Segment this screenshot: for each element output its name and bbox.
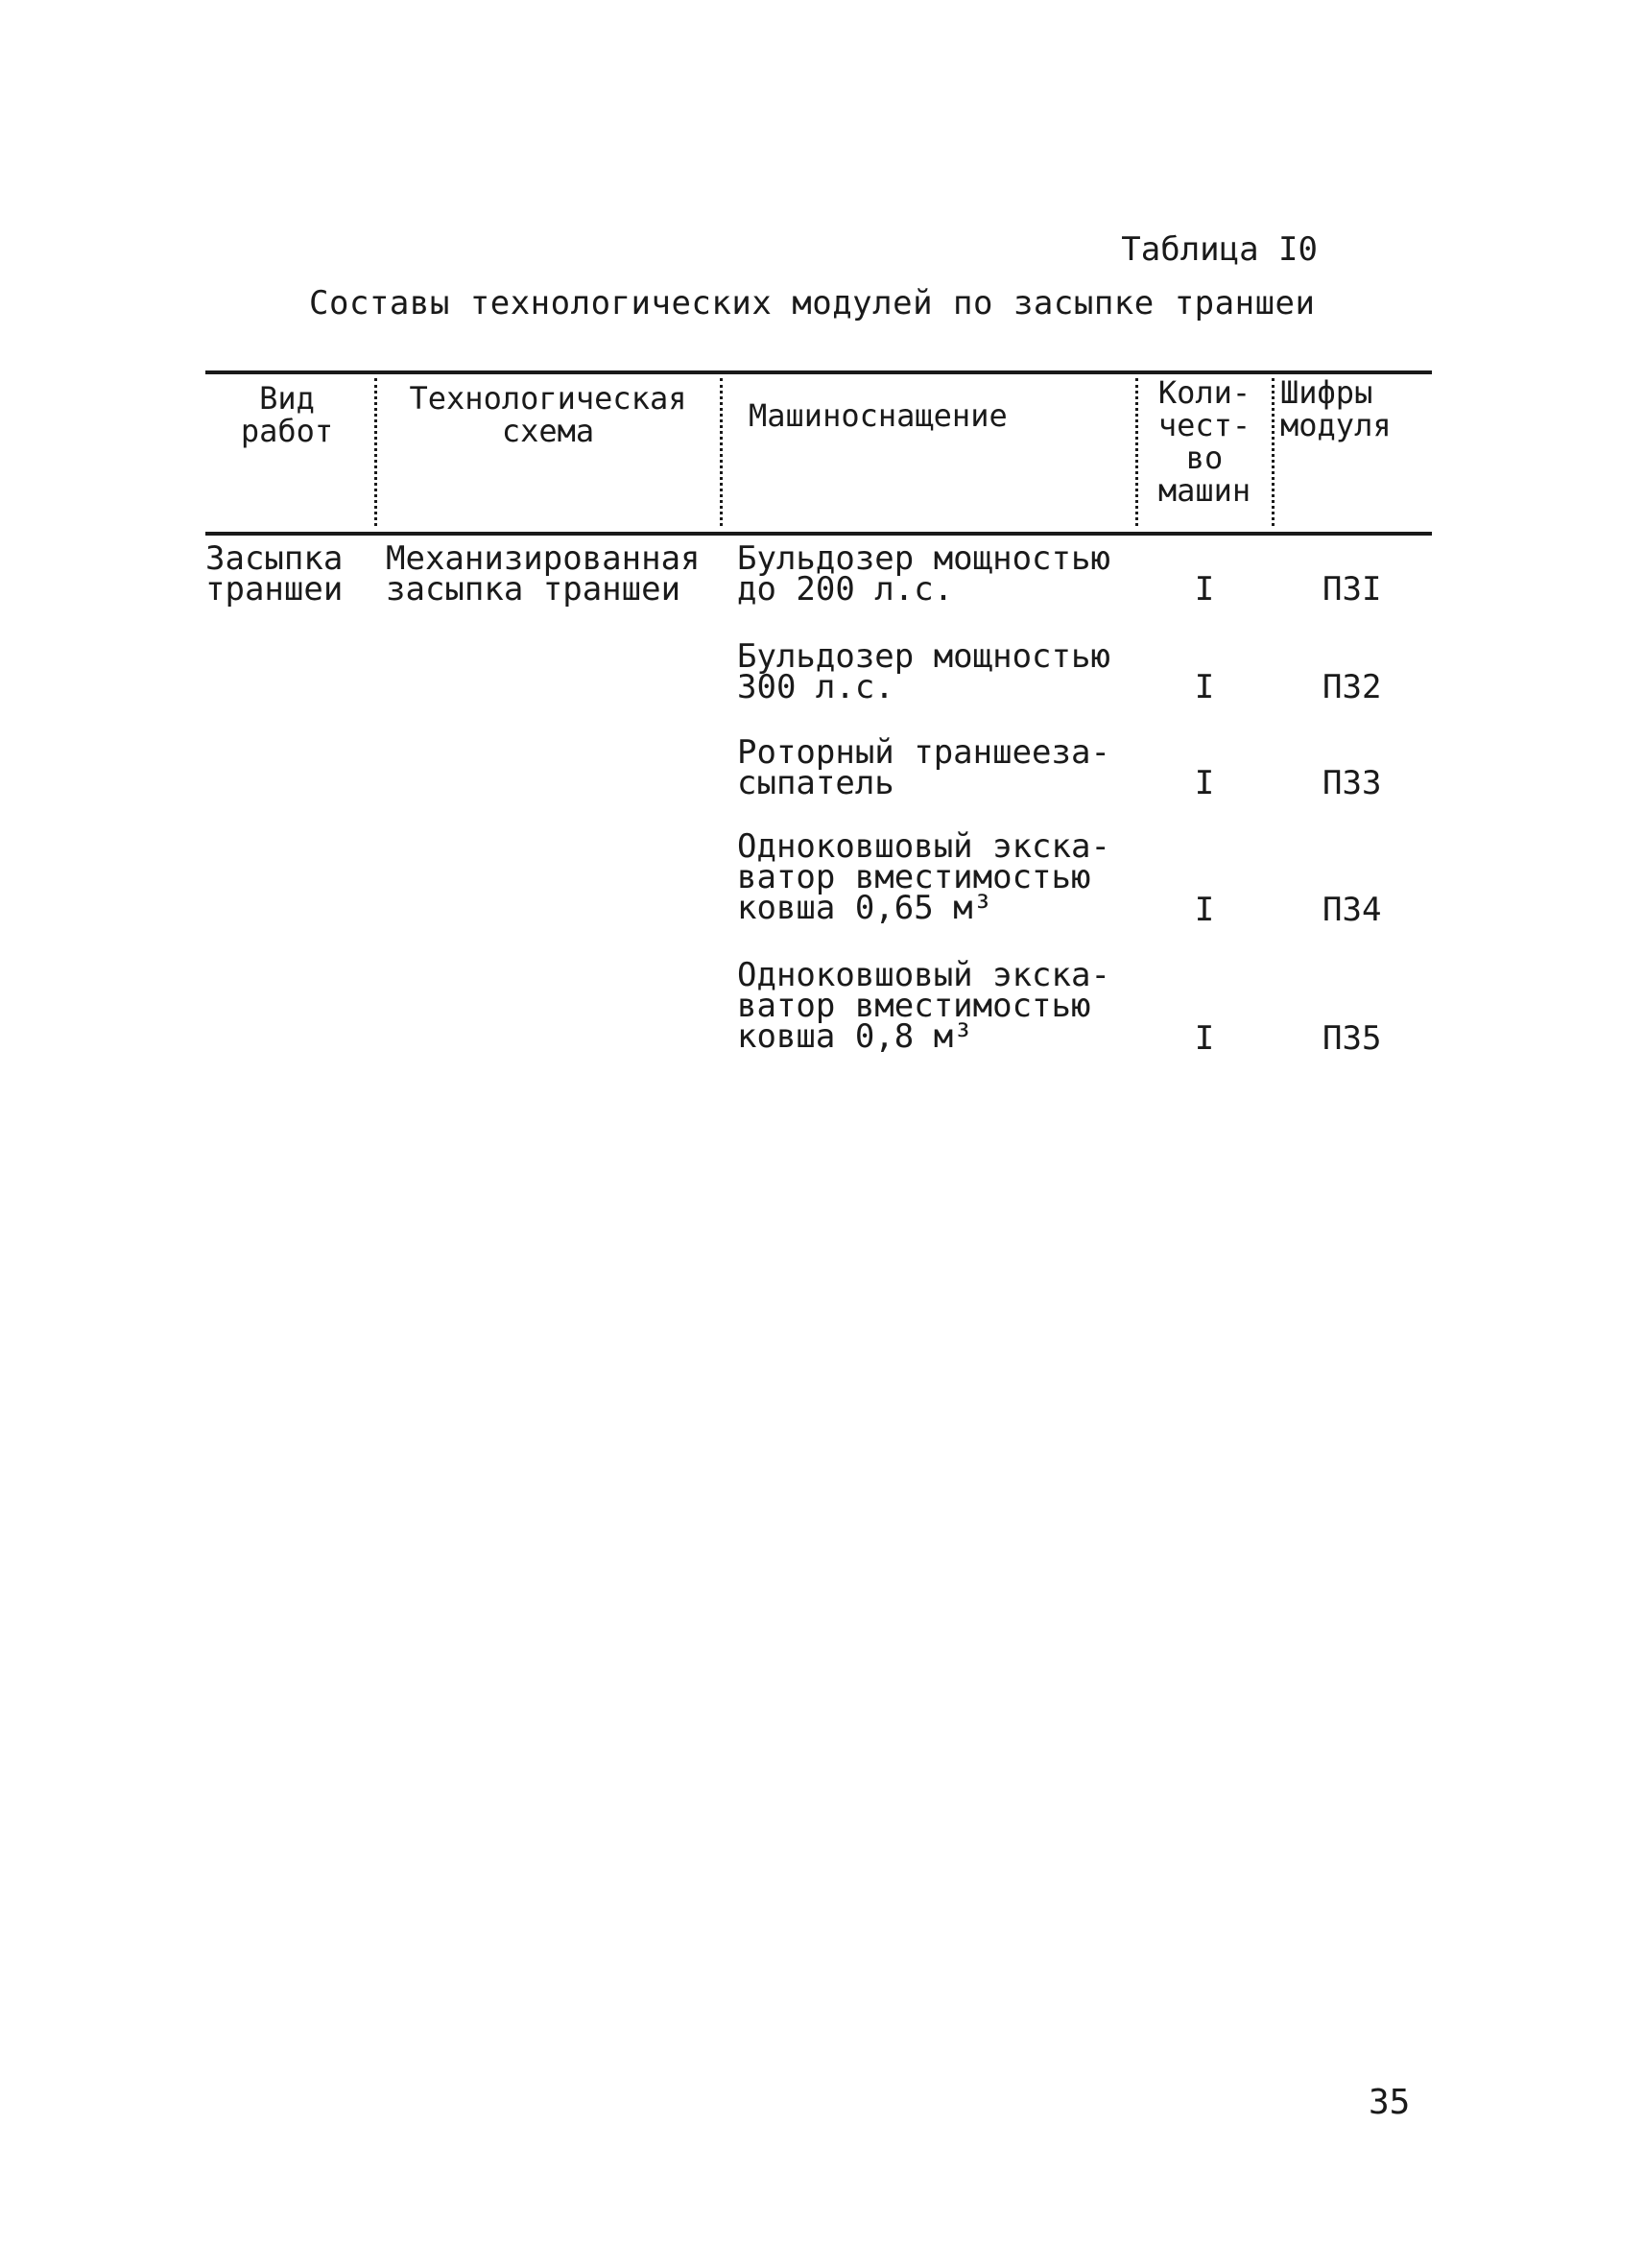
table-title: Составы технологических модулей по засыпке траншеи — [309, 284, 1316, 322]
column-separator — [374, 378, 377, 526]
work-type-cell: Засыпка траншеи — [205, 539, 344, 609]
quantity-cell: I — [1194, 891, 1215, 929]
machine-cell: Одноковшовый экска- ватор вместимостью ковша 0,8 м³ — [737, 956, 1110, 1056]
table-header-rule — [205, 532, 1432, 536]
scheme-cell: Механизированная засыпка траншеи — [386, 539, 701, 609]
module-code-cell: П35 — [1322, 1019, 1382, 1058]
machine-cell: Бульдозер мощностью до 200 л.с. — [737, 539, 1110, 609]
machine-cell: Роторный траншееза- сыпатель — [737, 733, 1110, 802]
header-quantity: Коли- чест- во машин — [1157, 374, 1251, 509]
module-code-cell: П33 — [1322, 764, 1382, 802]
column-separator — [720, 378, 723, 526]
module-code-cell: П32 — [1322, 668, 1382, 706]
quantity-cell: I — [1194, 570, 1215, 609]
quantity-cell: I — [1194, 1019, 1215, 1058]
machine-cell: Одноковшовый экска- ватор вместимостью ковша 0,65 м³ — [737, 827, 1110, 927]
column-separator — [1272, 378, 1275, 526]
machine-cell: Бульдозер мощностью 300 л.с. — [737, 637, 1110, 706]
module-code-cell: П3I — [1322, 570, 1382, 609]
column-separator — [1135, 378, 1138, 526]
table-label: Таблица I0 — [1121, 230, 1318, 269]
header-work-type: Вид работ — [240, 380, 334, 449]
quantity-cell: I — [1194, 668, 1215, 706]
quantity-cell: I — [1194, 764, 1215, 802]
header-machinery: Машиноснащение — [749, 397, 1008, 434]
header-tech-scheme: Технологическая схема — [409, 380, 687, 449]
module-code-cell: П34 — [1322, 891, 1382, 929]
header-module-codes: Шифры модуля — [1280, 374, 1392, 443]
page-number: 35 — [1369, 2083, 1411, 2122]
